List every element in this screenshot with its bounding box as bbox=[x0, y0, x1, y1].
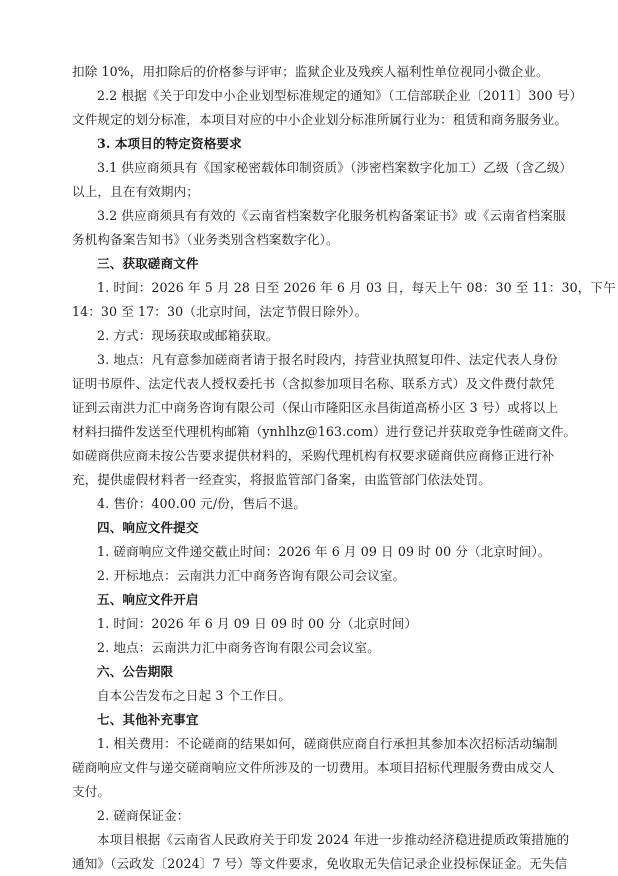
text-line: 2.2 根据《关于印发中小企业划型标准规定的通知》（工信部联企业〔2011〕300 号） bbox=[97, 88, 583, 103]
text-line: 以上，且在有效期内； bbox=[72, 184, 199, 199]
text-line: 1. 时间：2026 年 5 月 28 日至 2026 年 6 月 03 日，每天上午 08：30 至 11：30，下午 bbox=[97, 280, 616, 295]
text-line: 2. 开标地点：云南洪力汇中商务咨询有限公司会议室。 bbox=[97, 568, 406, 583]
text-line: 如磋商供应商未按公告要求提供材料的，采购代理机构有权要求磋商供应商修正进行补 bbox=[72, 448, 555, 463]
section-heading: 七、其他补充事宜 bbox=[97, 712, 199, 727]
text-line: 务机构备案告知书》（业务类别含档案数字化）。 bbox=[72, 232, 339, 247]
text-line: 3.2 供应商须具有有效的《云南省档案数字化服务机构备案证书》或《云南省档案服 bbox=[97, 208, 566, 223]
section-heading: 三、获取磋商文件 bbox=[97, 256, 199, 271]
text-line: 1. 时间：2026 年 6 月 09 日 09 时 00 分（北京时间） bbox=[97, 616, 418, 631]
text-line: 扣除 10%，用扣除后的价格参与评审；监狱企业及残疾人福利性单位视同小微企业。 bbox=[72, 64, 549, 79]
text-line: 本项目根据《云南省人民政府关于印发 2024 年进一步推动经济稳进提质政策措施的 bbox=[97, 832, 570, 847]
text-line: 3.1 供应商须具有《国家秘密载体印制资质》（涉密档案数字化加工）乙级（含乙级） bbox=[97, 160, 573, 175]
text-line: 1. 磋商响应文件递交截止时间：2026 年 6 月 09 日 09 时 00 分（北京时间）。 bbox=[97, 544, 551, 559]
text-line: 文件规定的划分标准，本项目对应的中小企业划分标准所属行业为：租赁和商务服务业。 bbox=[72, 112, 568, 127]
section-heading: 六、公告期限 bbox=[97, 664, 174, 679]
text-line: 证明书原件、法定代表人授权委托书（含拟参加项目名称、联系方式）及文件费付款凭 bbox=[72, 376, 555, 391]
text-line: 2. 方式：现场获取或邮箱获取。 bbox=[97, 328, 279, 343]
text-line: 磋商响应文件与递交磋商响应文件所涉及的一切费用。本项目招标代理服务费由成交人 bbox=[72, 760, 555, 775]
text-line: 3. 地点：凡有意参加磋商者请于报名时段内，持营业执照复印件、法定代表人身份 bbox=[97, 352, 558, 367]
text-line: 2. 地点：云南洪力汇中商务咨询有限公司会议室。 bbox=[97, 640, 380, 655]
text-line: 通知》（云政发〔2024〕7 号）等文件要求，免收取无失信记录企业投标保证金。无失信 bbox=[72, 856, 568, 871]
text-line: 14：30 至 17：30（北京时间，法定节假日除外）。 bbox=[72, 304, 368, 319]
section-heading: 五、响应文件开启 bbox=[97, 592, 199, 607]
text-line: 2. 磋商保证金： bbox=[97, 808, 190, 823]
text-line: 自本公告发布之日起 3 个工作日。 bbox=[97, 688, 292, 703]
text-line: 1. 相关费用：不论磋商的结果如何，磋商供应商自行承担其参加本次招标活动编制 bbox=[97, 736, 558, 751]
section-heading: 四、响应文件提交 bbox=[97, 520, 199, 535]
text-line: 4. 售价：400.00 元/份，售后不退。 bbox=[97, 496, 307, 511]
text-line: 证到云南洪力汇中商务咨询有限公司（保山市隆阳区永昌街道高桥小区 3 号）或将以上 bbox=[72, 400, 558, 415]
text-line: 支付。 bbox=[72, 784, 111, 799]
section-heading: 3. 本项目的特定资格要求 bbox=[97, 136, 242, 151]
text-line: 材料扫描件发送至代理机构邮箱（ynhlhz@163.com）进行登记并获取竞争性磋商文件。 bbox=[72, 424, 577, 439]
text-line: 充，提供虚假材料者一经查实，将报监管部门备案，由监管部门依法处罚。 bbox=[72, 472, 491, 487]
